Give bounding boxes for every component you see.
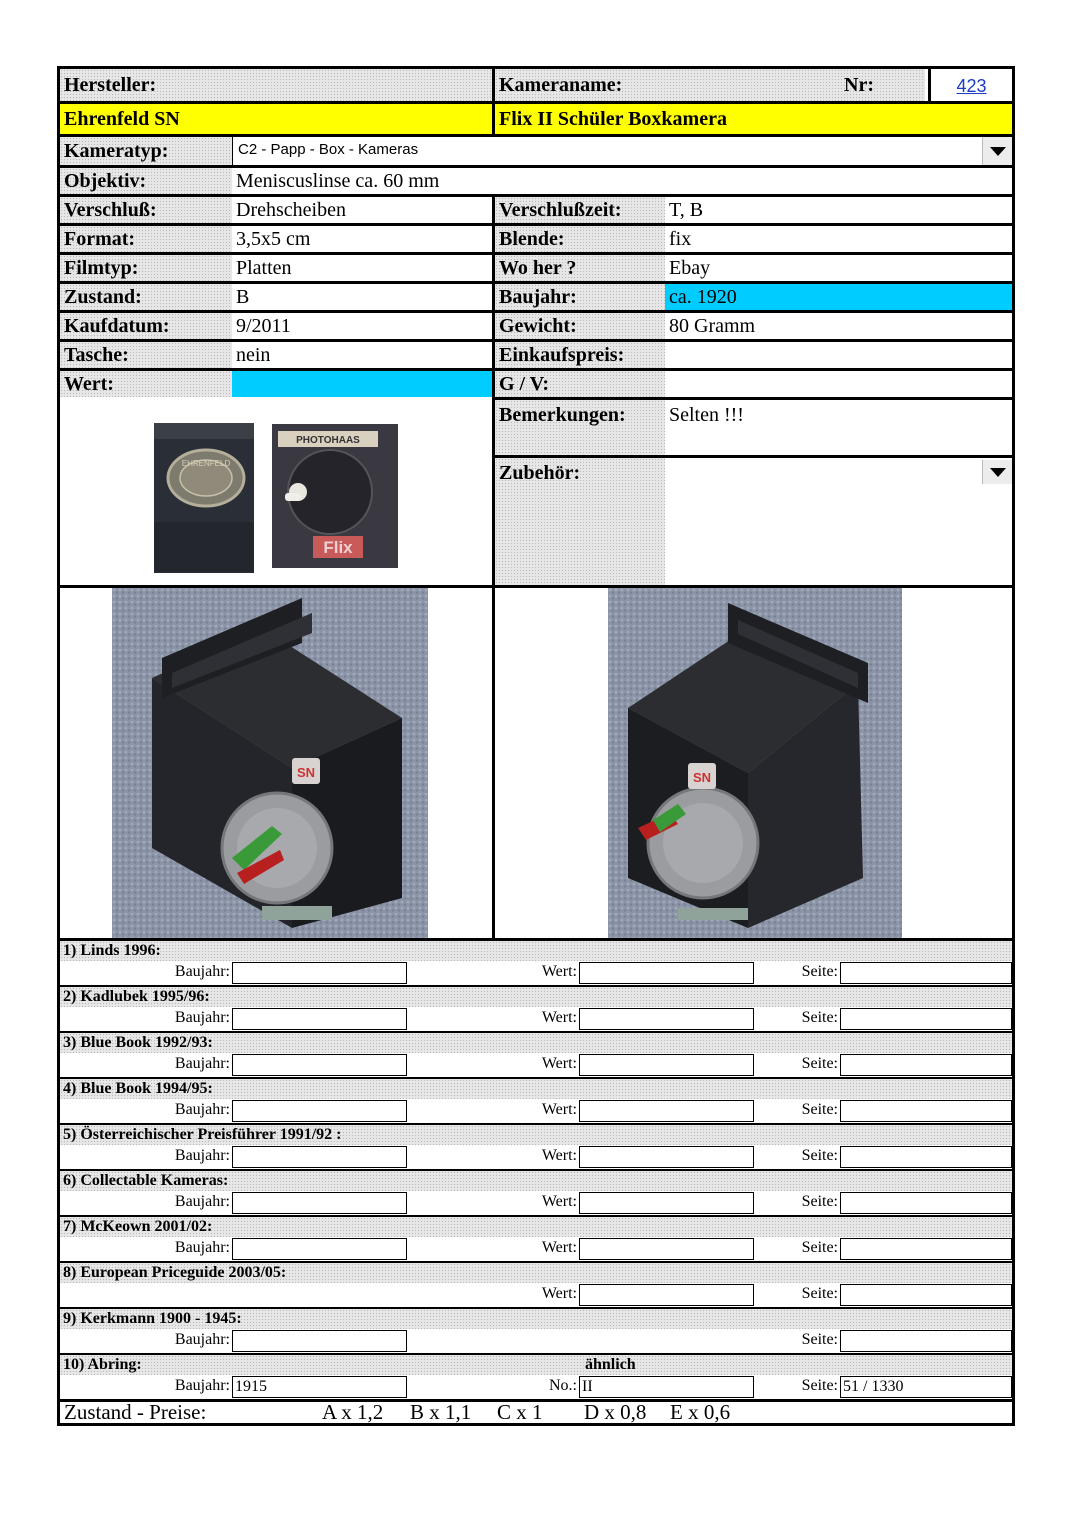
right-field-label: Verschlußzeit:: [495, 197, 665, 223]
ref-field-1-label: Baujahr:: [174, 963, 230, 980]
ref-field-3-label: Seite:: [801, 1285, 838, 1302]
footer-price-d: D x 0,8: [584, 1400, 647, 1424]
footer-prices: [60, 1398, 1012, 1426]
thumb-seal-text: EHRENFELD: [181, 459, 231, 468]
ref-field-2-label: Wert:: [541, 1193, 577, 1210]
zubehoer-label: Zubehör:: [495, 458, 665, 585]
ref-field-3-input[interactable]: 51 / 1330: [840, 1376, 1012, 1398]
right-field-value: [665, 342, 1012, 368]
reference-title: 4) Blue Book 1994/95:: [60, 1079, 1012, 1099]
left-field-label: Zustand:: [60, 284, 232, 310]
ref-field-3-input[interactable]: [840, 1238, 1012, 1260]
zubehoer-value[interactable]: [665, 458, 1012, 585]
ref-field-1-label: Baujahr:: [174, 1055, 230, 1072]
ref-field-1-label: Baujahr:: [174, 1193, 230, 1210]
left-field-value: [232, 371, 492, 397]
right-field-value: Ebay: [669, 257, 711, 279]
reference-sub: ähnlich: [585, 1356, 636, 1373]
camera-photo-right: [608, 588, 902, 938]
right-field-value: T, B: [669, 199, 704, 221]
ref-field-1-label: Baujahr:: [174, 1101, 230, 1118]
ref-field-2-label: Wert:: [541, 1101, 577, 1118]
right-field-label: Gewicht:: [495, 313, 665, 339]
camera-badge-right: SN: [692, 770, 712, 785]
nr-link[interactable]: 423: [956, 76, 987, 96]
thumb-photohaas-text: PHOTOHAAS: [296, 435, 360, 446]
kameraname-label: Kameraname:: [495, 69, 925, 101]
right-field-label: Wo her ?: [495, 255, 665, 281]
kameraname-value: Flix II Schüler Boxkamera: [495, 104, 1012, 134]
ref-field-3-input[interactable]: [840, 1100, 1012, 1122]
right-field-label: Baujahr:: [495, 284, 665, 310]
ref-field-2-label: Wert:: [541, 963, 577, 980]
right-field-value: ca. 1920: [665, 284, 1012, 310]
reference-title: 8) European Priceguide 2003/05:: [60, 1263, 1012, 1283]
ref-field-2-label: Wert:: [541, 1009, 577, 1026]
reference-title: 2) Kadlubek 1995/96:: [60, 987, 1012, 1007]
ref-field-3-label: Seite:: [801, 1009, 838, 1026]
ref-field-2-label: Wert:: [541, 1239, 577, 1256]
ref-field-1-input[interactable]: [232, 1100, 407, 1122]
reference-title: 5) Österreichischer Preisführer 1991/92 :: [60, 1125, 1012, 1145]
ref-field-2-input[interactable]: [579, 1284, 754, 1306]
reference-title: 6) Collectable Kameras:: [60, 1171, 1012, 1191]
right-field-value: 80 Gramm: [669, 315, 756, 337]
kameratyp-dropdown-arrow-icon[interactable]: [982, 137, 1012, 165]
footer-label: Zustand - Preise:: [64, 1400, 207, 1424]
hersteller-label: Hersteller:: [60, 69, 492, 101]
ref-field-2-input[interactable]: [579, 1054, 754, 1076]
ref-field-1-input[interactable]: [232, 1146, 407, 1168]
ref-field-1-input[interactable]: [232, 1008, 407, 1030]
ref-field-2-input[interactable]: [579, 1100, 754, 1122]
ref-field-3-label: Seite:: [801, 1331, 838, 1348]
ref-field-2-label: Wert:: [541, 1285, 577, 1302]
ref-field-2-input[interactable]: [579, 1146, 754, 1168]
kameratyp-label: Kameratyp:: [60, 137, 232, 165]
camera-photo-left: [112, 588, 428, 938]
ref-field-3-label: Seite:: [801, 1377, 838, 1394]
left-field-value: Platten: [236, 257, 292, 279]
reference-title: 9) Kerkmann 1900 - 1945:: [60, 1309, 1012, 1329]
ref-field-3-label: Seite:: [801, 1055, 838, 1072]
kameratyp-select[interactable]: [232, 137, 1012, 165]
left-field-value: Drehscheiben: [236, 199, 346, 221]
right-field-label: Blende:: [495, 226, 665, 252]
ref-field-1-input[interactable]: [232, 962, 407, 984]
footer-price-b: B x 1,1: [410, 1400, 472, 1424]
ref-field-2-input[interactable]: [579, 962, 754, 984]
ref-field-1-label: Baujahr:: [174, 1239, 230, 1256]
footer-price-c: C x 1: [497, 1400, 543, 1424]
left-field-label: Filmtyp:: [60, 255, 232, 281]
hersteller-value: Ehrenfeld SN: [60, 104, 492, 134]
ref-field-2-label: Wert:: [541, 1147, 577, 1164]
left-field-value: B: [236, 286, 250, 308]
ref-field-1-label: Baujahr:: [174, 1377, 230, 1394]
ref-field-2-label: Wert:: [541, 1055, 577, 1072]
ref-field-1-input[interactable]: 1915: [232, 1376, 407, 1398]
thumbnail-svg: [60, 400, 492, 585]
right-field-label: Einkaufspreis:: [495, 342, 665, 368]
left-field-label: Tasche:: [60, 342, 232, 368]
camera-badge-left: SN: [296, 765, 316, 780]
reference-title: 3) Blue Book 1992/93:: [60, 1033, 1012, 1053]
reference-title: 10) Abring:: [60, 1355, 1012, 1375]
left-field-label: Kaufdatum:: [60, 313, 232, 339]
objektiv-value: Meniscuslinse ca. 60 mm: [236, 170, 440, 192]
ref-field-1-label: Baujahr:: [174, 1009, 230, 1026]
ref-field-3-input[interactable]: [840, 1146, 1012, 1168]
right-field-value: [665, 371, 1012, 397]
ref-field-3-input[interactable]: [840, 1008, 1012, 1030]
ref-field-3-label: Seite:: [801, 1239, 838, 1256]
ref-field-3-label: Seite:: [801, 1193, 838, 1210]
ref-field-3-label: Seite:: [801, 1147, 838, 1164]
left-field-label: Verschluß:: [60, 197, 232, 223]
nr-cell: [928, 69, 1012, 101]
ref-field-3-input[interactable]: [840, 1330, 1012, 1352]
reference-title: 1) Linds 1996:: [60, 941, 1012, 961]
left-field-value: 3,5x5 cm: [236, 228, 311, 250]
ref-field-3-input[interactable]: [840, 1284, 1012, 1306]
ref-field-2-input[interactable]: [579, 1008, 754, 1030]
bemerkungen-label: Bemerkungen:: [495, 400, 665, 455]
ref-field-2-input[interactable]: [579, 1192, 754, 1214]
ref-field-1-input[interactable]: [232, 1054, 407, 1076]
ref-field-3-input[interactable]: [840, 962, 1012, 984]
left-field-value: nein: [236, 344, 271, 366]
footer-price-a: A x 1,2: [322, 1400, 384, 1424]
left-field-label: Wert:: [60, 371, 232, 397]
ref-field-3-label: Seite:: [801, 1101, 838, 1118]
ref-field-2-input[interactable]: [579, 1238, 754, 1260]
ref-field-1-input[interactable]: [232, 1330, 407, 1352]
ref-field-3-input[interactable]: [840, 1054, 1012, 1076]
camera-record-sheet: [57, 66, 1015, 1426]
ref-field-3-label: Seite:: [801, 963, 838, 980]
nr-label: Nr:: [844, 74, 874, 96]
ref-field-1-label: Baujahr:: [174, 1147, 230, 1164]
ref-field-1-label: Baujahr:: [174, 1331, 230, 1348]
ref-field-2-label: No.:: [549, 1377, 577, 1394]
thumbnail-photos: [60, 400, 492, 585]
right-field-label: G / V:: [495, 371, 665, 397]
bemerkungen-value: Selten !!!: [669, 404, 744, 426]
reference-title: 7) McKeown 2001/02:: [60, 1217, 1012, 1237]
ref-field-3-input[interactable]: [840, 1192, 1012, 1214]
ref-field-2-input[interactable]: II: [579, 1376, 754, 1398]
left-field-label: Format:: [60, 226, 232, 252]
objektiv-label: Objektiv:: [60, 168, 232, 194]
ref-field-1-input[interactable]: [232, 1238, 407, 1260]
kameratyp-value: C2 - Papp - Box - Kameras: [238, 141, 419, 158]
right-field-value: fix: [669, 228, 692, 250]
left-field-value: 9/2011: [236, 315, 291, 337]
footer-price-e: E x 0,6: [670, 1400, 731, 1424]
svg-text:Flix: Flix: [323, 538, 353, 557]
ref-field-1-input[interactable]: [232, 1192, 407, 1214]
zubehoer-dropdown-arrow-icon[interactable]: [982, 460, 1012, 484]
